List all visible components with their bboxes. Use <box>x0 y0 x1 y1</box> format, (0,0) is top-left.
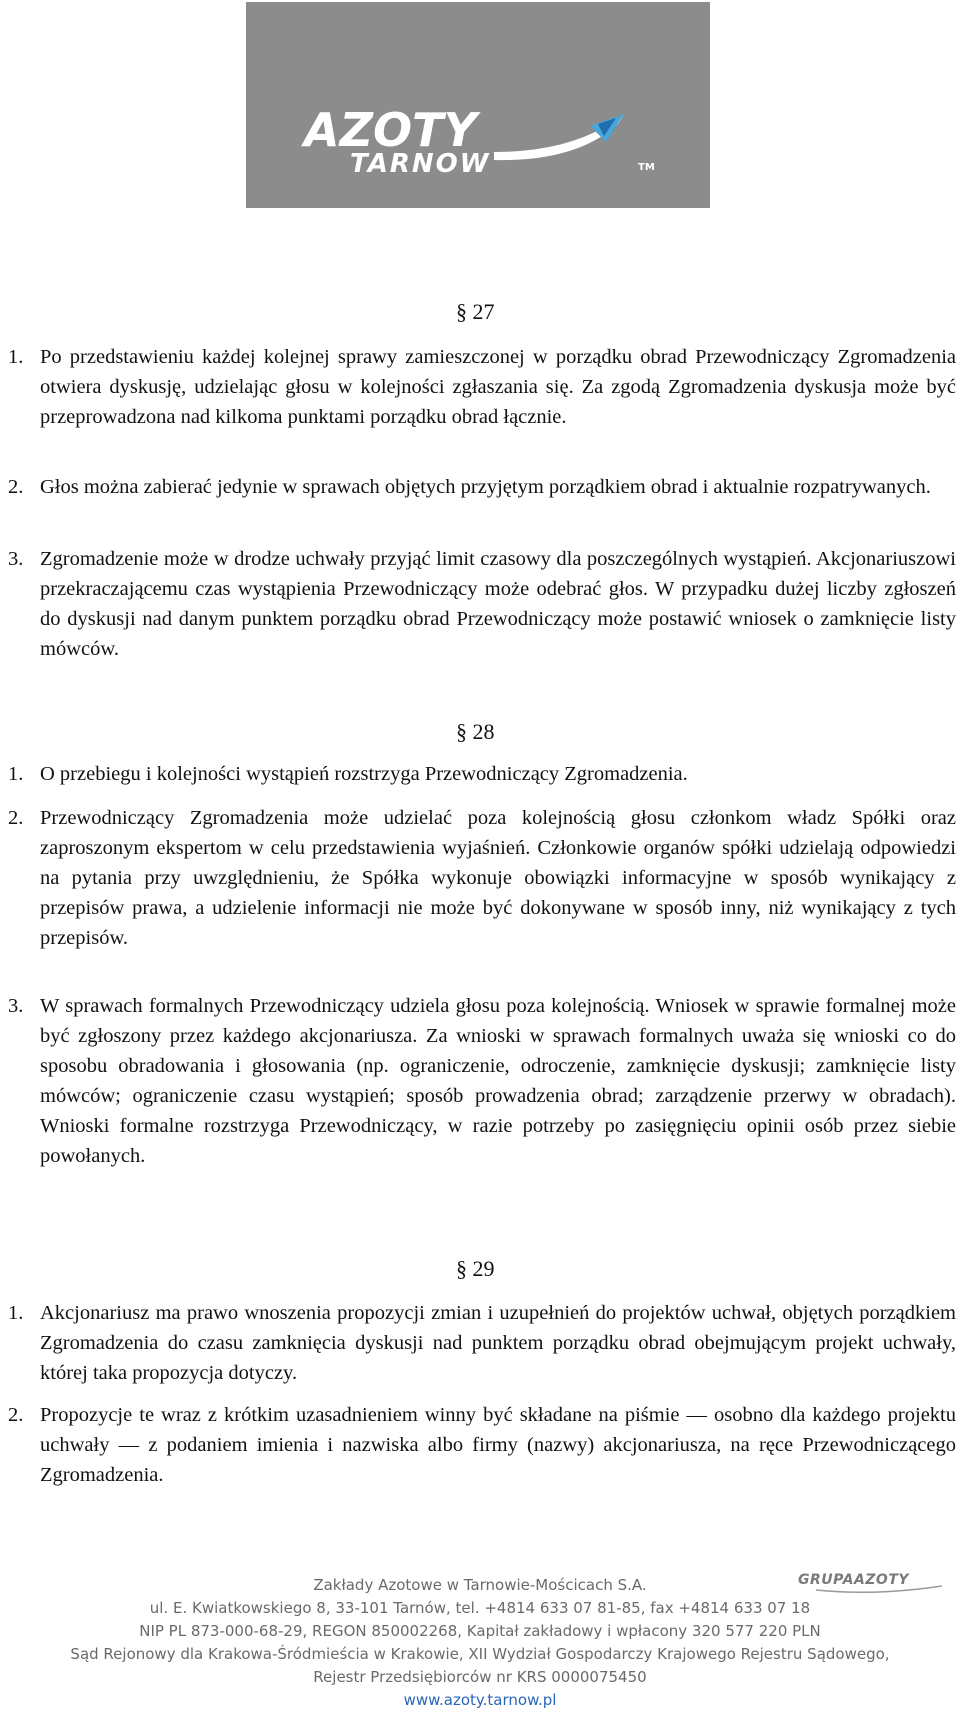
page-footer <box>0 1574 960 1712</box>
logo-tm-text: TM <box>638 162 655 173</box>
footer-court: Sąd Rejonowy dla Krakowa-Śródmieścia w Krakowie, XII Wydział Gospodarczy Krajowego Rejestru Sądowego, <box>70 1645 890 1663</box>
item-number: 2. <box>8 807 24 829</box>
item-text: Zgromadzenie może w drodze uchwały przyjąć limit czasowy dla poszczególnych wystąpień. Akcjonariuszowi przekraczającemu czas wystąpienia Przewodniczący może odebrać głos. W przypadku dużej liczby zgłoszeń do dyskusji nad danym punktem porządku obrad Przewodniczący może postawić wniosek o zamknięcie listy mówców. <box>40 548 956 660</box>
company-logo-banner <box>246 2 710 208</box>
footer-krs: Rejestr Przedsiębiorców nr KRS 0000075450 <box>313 1668 647 1686</box>
item-number: 1. <box>8 1302 24 1324</box>
section-title-27: § 27 <box>456 299 495 324</box>
list-item <box>8 472 956 502</box>
item-number: 2. <box>8 476 24 498</box>
item-text: Przewodniczący Zgromadzenia może udzielać poza kolejnością głosu członkom władz Spółki oraz zaproszonym ekspertom w celu przedstawienia wyjaśnień. Członkowie organów spółki udzielają odpowiedzi na pytania przy uwzględnieniu, że Spółka wykonuje obowiązki informacyjne w sposób wynikający z przepisów prawa, a udzielenie informacji nie może być dokonywane w sposób inny, niż wynikający z tych przepisów. <box>40 807 956 949</box>
footer-company-name: Zakłady Azotowe w Tarnowie-Mościcach S.A. <box>313 1576 647 1594</box>
item-text: Propozycje te wraz z krótkim uzasadnieniem winny być składane na piśmie — osobno dla każdego projektu uchwały — z podaniem imienia i nazwiska albo firmy (nazwy) akcjonariusza, na ręce Przewodniczącego Zgromadzenia. <box>40 1404 956 1486</box>
footer-registration: NIP PL 873-000-68-29, REGON 850002268, Kapitał zakładowy i wpłacony 320 577 220 PLN <box>139 1622 821 1640</box>
item-text: Akcjonariusz ma prawo wnoszenia propozycji zmian i uzupełnień do projektów uchwał, objętych porządkiem Zgromadzenia do czasu zamknięcia dyskusji nad punktem porządku obrad obejmującym projekt uchwały, której taka propozycja dotyczy. <box>40 1302 956 1384</box>
list-item <box>8 1298 956 1388</box>
logo-sub-text: TARNOW <box>350 149 491 179</box>
section-title-29: § 29 <box>456 1256 495 1281</box>
list-item <box>8 991 956 1171</box>
list-item <box>8 544 956 664</box>
item-text: W sprawach formalnych Przewodniczący udziela głosu poza kolejnością. Wniosek w sprawie formalnej może być zgłoszony przez każdego akcjonariusza. Za wnioski w sprawach formalnych uważa się wnioski co do sposobu obradowania i głosowania (np. ograniczenie, odroczenie, zamknięcie dyskusji; zamknięcie listy mówców; ograniczenie czasu wystąpień; sposób prowadzenia obrad; zarządzenie przerwy w obradach). Wnioski formalne rozstrzyga Przewodniczący, w razie potrzeby po zasięgnięciu opinii osób przez siebie powołanych. <box>40 995 956 1167</box>
azoty-logo <box>246 2 710 208</box>
item-text: Po przedstawieniu każdej kolejnej sprawy zamieszczonej w porządku obrad Przewodniczący Zgromadzenia otwiera dyskusję, udzielając głosu w kolejności zgłaszania się. Za zgodą Zgromadzenia dyskusja może być przeprowadzona nad kilkoma punktami porządku obrad łącznie. <box>40 346 956 428</box>
grupa-logo-text: GRUPAAZOTY <box>798 1572 910 1588</box>
list-item <box>8 803 956 953</box>
item-number: 2. <box>8 1404 24 1426</box>
item-number: 1. <box>8 763 24 785</box>
list-item <box>8 759 956 789</box>
item-number: 3. <box>8 995 24 1017</box>
item-number: 3. <box>8 548 24 570</box>
list-item <box>8 342 956 432</box>
item-number: 1. <box>8 346 24 368</box>
item-text: O przebiegu i kolejności wystąpień rozstrzyga Przewodniczący Zgromadzenia. <box>40 763 688 785</box>
item-text: Głos można zabierać jedynie w sprawach objętych przyjętym porządkiem obrad i aktualnie rozpatrywanych. <box>40 476 931 498</box>
footer-address: ul. E. Kwiatkowskiego 8, 33-101 Tarnów, tel. +4814 633 07 81-85, fax +4814 633 07 18 <box>149 1599 811 1617</box>
section-title-28: § 28 <box>456 719 495 744</box>
footer-website-link[interactable]: www.azoty.tarnow.pl <box>403 1691 557 1709</box>
logo-brand-text: AZOTY <box>304 103 477 157</box>
list-item <box>8 1400 956 1490</box>
